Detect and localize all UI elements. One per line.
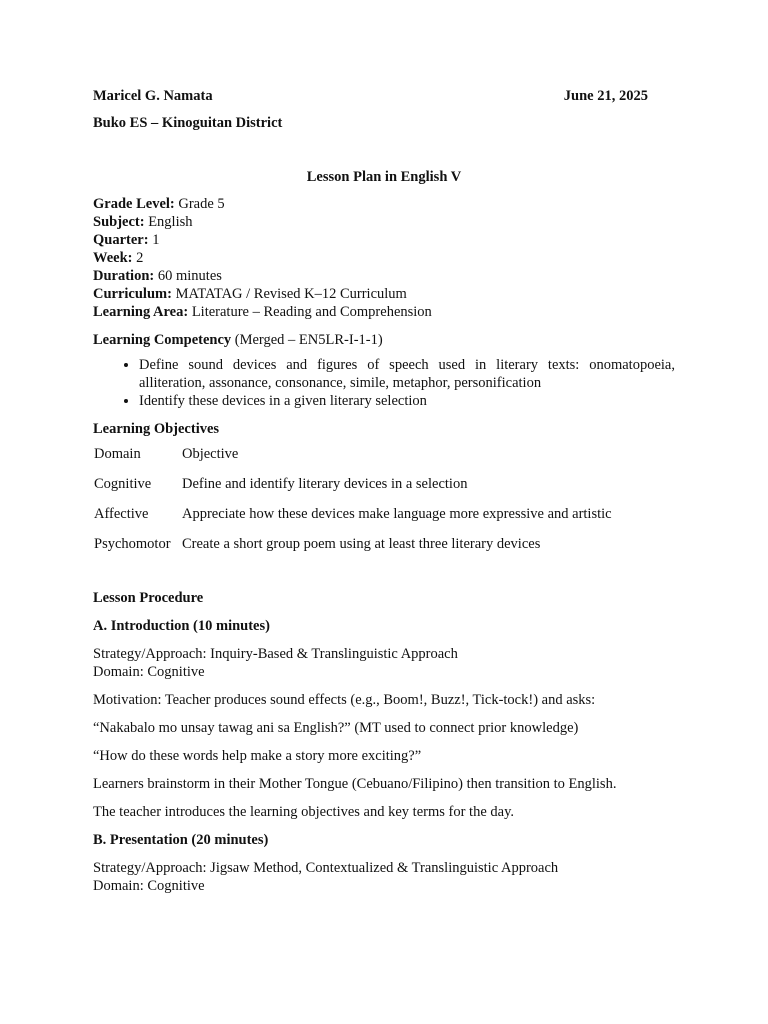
list-item: • Define sound devices and figures of speech used in literary texts: onomatopoeia, alliteration, assonance, consonance, simile, metaphor, personification (139, 356, 675, 392)
list-item: • Identify these devices in a given literary selection (139, 392, 675, 410)
info-label: Subject: (93, 214, 145, 230)
table-cell-objective: Appreciate how these devices make language more expressive and artistic (182, 506, 612, 522)
procedure-heading: Lesson Procedure (93, 590, 204, 606)
introduction-strategy: Strategy/Approach: Inquiry-Based & Translinguistic Approach (93, 646, 458, 662)
info-value: Literature – Reading and Comprehension (188, 304, 432, 320)
question-mother-tongue: “Nakabalo mo unsay tawag ani sa English?” (MT used to connect prior knowledge) (93, 720, 579, 736)
objectives-heading: Learning Objectives (93, 421, 220, 437)
objectives-table (94, 445, 618, 565)
info-label: Grade Level: (93, 196, 175, 212)
competency-heading (93, 331, 675, 349)
introduction-heading: A. Introduction (10 minutes) (93, 618, 270, 634)
competency-list (93, 356, 675, 410)
info-label: Curriculum: (93, 286, 172, 302)
column-header-objective: Objective (182, 446, 239, 462)
document-title: Lesson Plan in English V (306, 169, 462, 185)
info-learning-area (93, 303, 675, 321)
info-value: English (144, 214, 193, 230)
competency-code: (Merged – EN5LR-I-1-1) (231, 332, 383, 348)
info-week (93, 249, 675, 267)
table-row (94, 475, 618, 505)
info-label: Quarter: (93, 232, 149, 248)
info-label: Duration: (93, 268, 155, 284)
info-value: 1 (148, 232, 160, 248)
header-row (93, 87, 648, 105)
table-cell-domain: Cognitive (94, 476, 152, 492)
info-grade-level (93, 195, 675, 213)
info-curriculum (93, 285, 675, 303)
table-cell-domain: Affective (94, 506, 149, 522)
presentation-heading: B. Presentation (20 minutes) (93, 832, 269, 848)
brainstorm-text: Learners brainstorm in their Mother Tongue (Cebuano/Filipino) then transition to English. (93, 776, 617, 792)
introduction-domain: Domain: Cognitive (93, 664, 205, 680)
author-name: Maricel G. Namata (93, 88, 213, 104)
info-value: 2 (132, 250, 144, 266)
table-cell-objective: Define and identify literary devices in a selection (182, 476, 468, 492)
presentation-domain: Domain: Cognitive (93, 878, 205, 894)
presentation-strategy: Strategy/Approach: Jigsaw Method, Contextualized & Translinguistic Approach (93, 860, 559, 876)
table-cell-objective: Create a short group poem using at least three literary devices (182, 536, 541, 552)
info-value: 60 minutes (154, 268, 222, 284)
table-row (94, 535, 618, 565)
info-quarter (93, 231, 675, 249)
lesson-info (93, 195, 675, 321)
info-duration (93, 267, 675, 285)
table-cell-domain: Psychomotor (94, 536, 171, 552)
table-row (94, 505, 618, 535)
info-subject (93, 213, 675, 231)
info-label: Learning Area: (93, 304, 189, 320)
column-header-domain: Domain (94, 446, 141, 462)
info-value: Grade 5 (174, 196, 225, 212)
document-body (93, 87, 675, 895)
competency-label: Learning Competency (93, 332, 232, 348)
info-value: MATATAG / Revised K–12 Curriculum (171, 286, 407, 302)
table-header-row (94, 445, 618, 475)
document-date: June 21, 2025 (563, 88, 648, 104)
objectives-intro-text: The teacher introduces the learning objectives and key terms for the day. (93, 804, 515, 820)
school-district: Buko ES – Kinoguitan District (93, 115, 283, 131)
motivation-text: Motivation: Teacher produces sound effects (e.g., Boom!, Buzz!, Tick-tock!) and asks: (93, 692, 596, 708)
question-english: “How do these words help make a story more exciting?” (93, 748, 422, 764)
info-label: Week: (93, 250, 133, 266)
